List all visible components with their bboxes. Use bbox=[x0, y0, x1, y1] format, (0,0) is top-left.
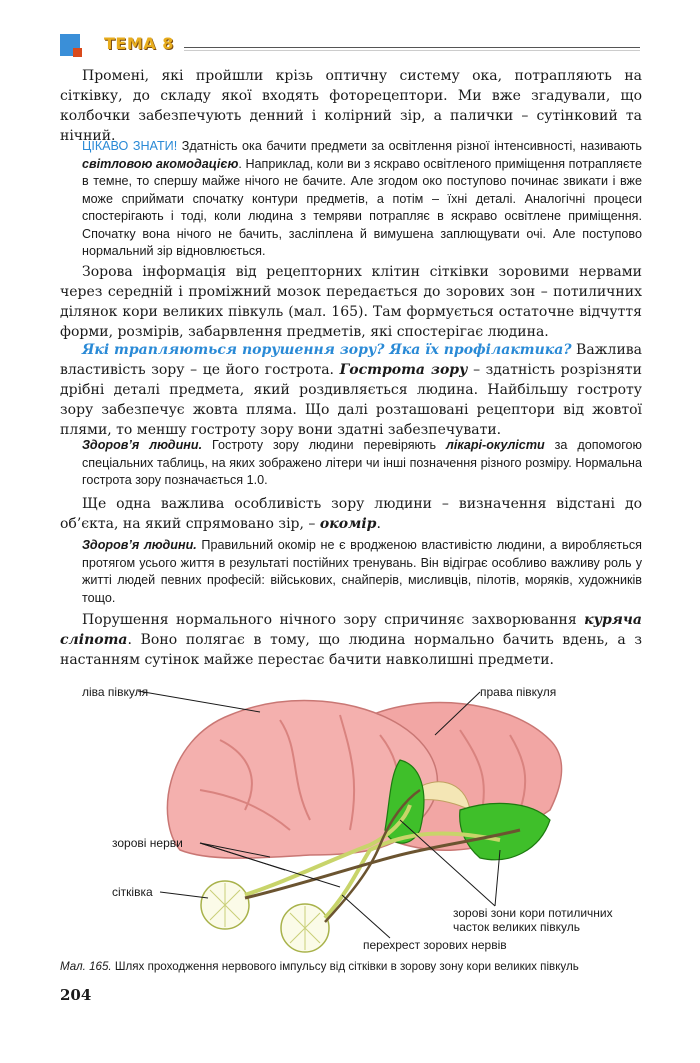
acuity-question: Які трапляються порушення зору? Яка їх профілактика? bbox=[82, 342, 572, 358]
label-chiasm: перехрест зорових нервів bbox=[363, 938, 507, 952]
health-box-eye-judgment-lead: Здоров’я людини. bbox=[82, 538, 197, 552]
health-box-acuity-term: лікарі-окулісти bbox=[445, 438, 545, 452]
paragraph-retina: Промені, які пройшли крізь оптичну систему ока, потрапляють на сітківку, до складу якої входять фоторецептори. Ми вже згадували, що колбочки забезпечують денний і колірний зір, а палички – сутінковий та нічний. bbox=[60, 68, 642, 144]
header-rule-light bbox=[184, 50, 640, 51]
label-visual-zones: зорові зони кори потиличних часток великих півкуль bbox=[453, 906, 613, 934]
page-number: 204 bbox=[60, 986, 92, 1004]
label-left-hemisphere: ліва півкуля bbox=[82, 685, 149, 699]
eye-judgment-text-a: Ще одна важлива особливість зору людини – визначення відстані до об’єкта, на який спрямовано зір, – bbox=[60, 496, 642, 532]
eye-judgment-text-b: . bbox=[376, 516, 381, 532]
fun-fact-term: світловою акомодацією bbox=[82, 156, 239, 171]
night-blindness-text-b: . Воно полягає в тому, що людина нормально бачить вдень, а з настанням сутінок майже перестає бачити навколишні предмети. bbox=[60, 632, 642, 668]
health-box-acuity-text-a: Гостроту зору людини перевіряють bbox=[202, 438, 446, 452]
label-right-hemisphere: права півкуля bbox=[480, 685, 557, 699]
header-rule bbox=[184, 47, 640, 48]
acuity-text-b: – здатність розрізняти дрібні деталі предмета, який роздивляється людина. Найбільшу гостроту зору забезпечує жовта пляма. Що далі розташовані рецептори від жовтої плями, то меншу гостроту зору вони здатні забезпечувати. bbox=[60, 362, 642, 438]
night-blindness-text-a: Порушення нормального нічного зору спричиняє захворювання bbox=[82, 612, 585, 628]
fun-fact-box bbox=[82, 138, 642, 261]
figure-visual-pathway bbox=[60, 680, 642, 955]
paragraph-night-blindness bbox=[60, 610, 642, 670]
night-blindness-term: куряча сліпота bbox=[60, 612, 642, 648]
acuity-text-a: Важлива властивість зору – це його гострота. bbox=[60, 342, 643, 378]
figure-caption-number: Мал. 165. bbox=[60, 960, 112, 973]
health-box-acuity-text-b: за допомогою спеціальних таблиць, на яких зображено літери чи інші позначення різного розміру. Нормальна гострота зору позначається 1.0. bbox=[82, 438, 642, 487]
acuity-term: Гострота зору bbox=[339, 362, 468, 378]
right-visual-zone-shape bbox=[460, 803, 550, 859]
health-box-eye-judgment-text: Правильний окомір не є вродженою властивістю людини, а виробляється протягом усього життя в результаті постійних тренувань. Він відіграє особливо важливу роль у житті людей певних професій: військових, снайперів, мисливців, пілотів, моряків, художників тощо. bbox=[82, 538, 642, 605]
label-retina: сітківка bbox=[112, 885, 153, 899]
fun-fact-text-a: Здатність ока бачити предмети за освітлення різної інтенсивності, називають bbox=[177, 139, 642, 153]
fun-fact-lead: ЦІКАВО ЗНАТИ! bbox=[82, 139, 178, 153]
eye-judgment-term: окомір bbox=[319, 516, 377, 532]
health-box-acuity-lead: Здоров’я людини. bbox=[82, 438, 203, 452]
chapter-header bbox=[60, 30, 640, 60]
health-box-acuity bbox=[82, 437, 642, 490]
header-square-accent bbox=[73, 48, 82, 57]
label-optic-nerves: зорові нерви bbox=[112, 836, 183, 850]
fun-fact-text-b: . Наприклад, коли ви з яскраво освітленого приміщення потрапляєте в темне, то спершу майже нічого не бачите. Але згодом око поступово починає звикати і вже може сприймати спочатку контури предметів, а потім – їхні деталі. Аналогічні процеси спостерігають і тоді, коли людина з темряви потрапляє в яскраво освітлене приміщення. Спочатку вона нічого не бачить, засліплена й вимушена заплющувати очі. Але поступово нормальний зір відновлюється. bbox=[82, 156, 643, 258]
paragraph-acuity bbox=[60, 340, 642, 440]
health-box-eye-judgment bbox=[82, 537, 642, 607]
paragraph-eye-judgment bbox=[60, 494, 642, 534]
paragraph-visual-pathway: Зорова інформація від рецепторних клітин сітківки зоровими нервами через середній і проміжний мозок передається до зорових зон – потиличних ділянок кори великих півкуль (мал. 165). Там формується остаточне відчуття форми, розмірів, забарвлення предметів, які спостерігає людина. bbox=[60, 264, 642, 340]
figure-caption-text: Шлях проходження нервового імпульсу від сітківки в зорову зону кори великих півкуль bbox=[111, 960, 579, 973]
chapter-title: ТЕМА 8 bbox=[104, 34, 174, 53]
figure-caption bbox=[60, 960, 660, 973]
